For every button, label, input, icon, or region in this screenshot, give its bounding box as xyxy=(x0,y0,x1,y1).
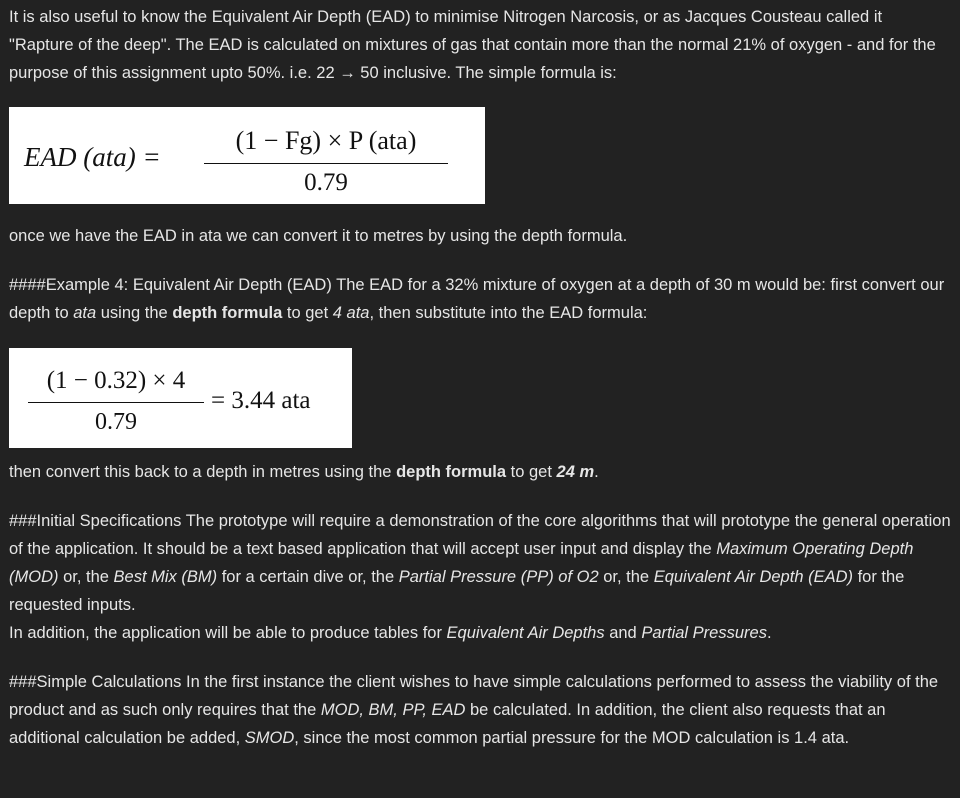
text: or, the xyxy=(58,568,114,586)
text: ####Example 4: Equivalent Air Depth (EAD) The EAD for a 32% mixture of oxygen at a depth of 30 m would be: first convert our depth to xyxy=(9,276,945,322)
ead-formula-numerator: (1 − Fg) × P (ata) xyxy=(235,126,417,155)
paragraph-simple-calculations xyxy=(9,668,951,752)
paragraph-tables xyxy=(9,619,951,647)
text: to get xyxy=(506,463,557,481)
paragraph-example-4 xyxy=(9,271,951,327)
text: In addition, the application will be able to produce tables for xyxy=(9,624,447,642)
depth-formula-strong: depth formula xyxy=(172,304,283,322)
eads-emphasis: Equivalent Air Depths xyxy=(446,624,605,642)
text: or, the xyxy=(598,568,654,586)
text: and xyxy=(604,624,642,642)
text: ###Initial Specifications The prototype will require a demonstration of the core algorithms that will prototype the general operation of the application. It should be a text based application that will accept user input and display the xyxy=(9,512,951,558)
bm-emphasis: Best Mix (BM) xyxy=(113,568,218,586)
paragraph-ead-intro: It is also useful to know the Equivalent Air Depth (EAD) to minimise Nitrogen Narcosis, or as Jacques Cousteau called it "Rapture of the deep". The EAD is calculated on mixtures of gas that contain more than the normal 21% of oxygen - and for the purpose of this assignment upto 50%. i.e. 22 → 50 inclusive. The simple formula is: xyxy=(9,8,936,82)
pps-emphasis: Partial Pressures xyxy=(641,624,767,642)
text: be calculated. In addition, the client also requests that an additional calculation be added, xyxy=(9,701,886,747)
text: then convert this back to a depth in metres using the xyxy=(9,463,397,481)
ead-emphasis: Equivalent Air Depth (EAD) xyxy=(653,568,853,586)
text: ###Simple Calculations In the first instance the client wishes to have simple calculations performed to assess the viability of the product and as such only requires that the xyxy=(9,673,939,719)
ead-formula-lhs: EAD (ata) = xyxy=(24,142,161,172)
paragraph-convert-back xyxy=(9,458,951,486)
fraction-bar xyxy=(204,163,448,164)
paragraph-initial-specifications xyxy=(9,507,951,619)
text: . xyxy=(766,624,772,642)
example-formula-denominator: 0.79 xyxy=(95,409,137,435)
text: , then substitute into the EAD formula: xyxy=(369,304,648,322)
ead-formula-image xyxy=(9,107,485,204)
four-ata-emphasis: 4 ata xyxy=(332,304,370,322)
ata-emphasis: ata xyxy=(73,304,97,322)
text: for a certain dive or, the xyxy=(217,568,399,586)
fraction-bar xyxy=(28,402,204,403)
text: to get xyxy=(282,304,333,322)
result-depth: 24 m xyxy=(556,463,595,481)
example-formula-result: = 3.44 ata xyxy=(211,387,311,414)
example-formula-image xyxy=(9,348,352,448)
text: using the xyxy=(96,304,173,322)
depth-formula-strong: depth formula xyxy=(396,463,507,481)
text: for the requested inputs. xyxy=(9,568,905,614)
mod-emphasis: Maximum Operating Depth (MOD) xyxy=(9,540,914,586)
smod-emphasis: SMOD xyxy=(244,729,295,747)
text: , since the most common partial pressure for the MOD calculation is 1.4 ata. xyxy=(294,729,850,747)
example-formula-numerator: (1 − 0.32) × 4 xyxy=(46,367,186,394)
paragraph-convert-metres: once we have the EAD in ata we can convert it to metres by using the depth formula. xyxy=(9,227,628,245)
calc-list-emphasis: MOD, BM, PP, EAD xyxy=(320,701,466,719)
text: . xyxy=(594,463,599,481)
ead-formula-denominator: 0.79 xyxy=(304,169,348,196)
pp-emphasis: Partial Pressure (PP) of O2 xyxy=(398,568,599,586)
